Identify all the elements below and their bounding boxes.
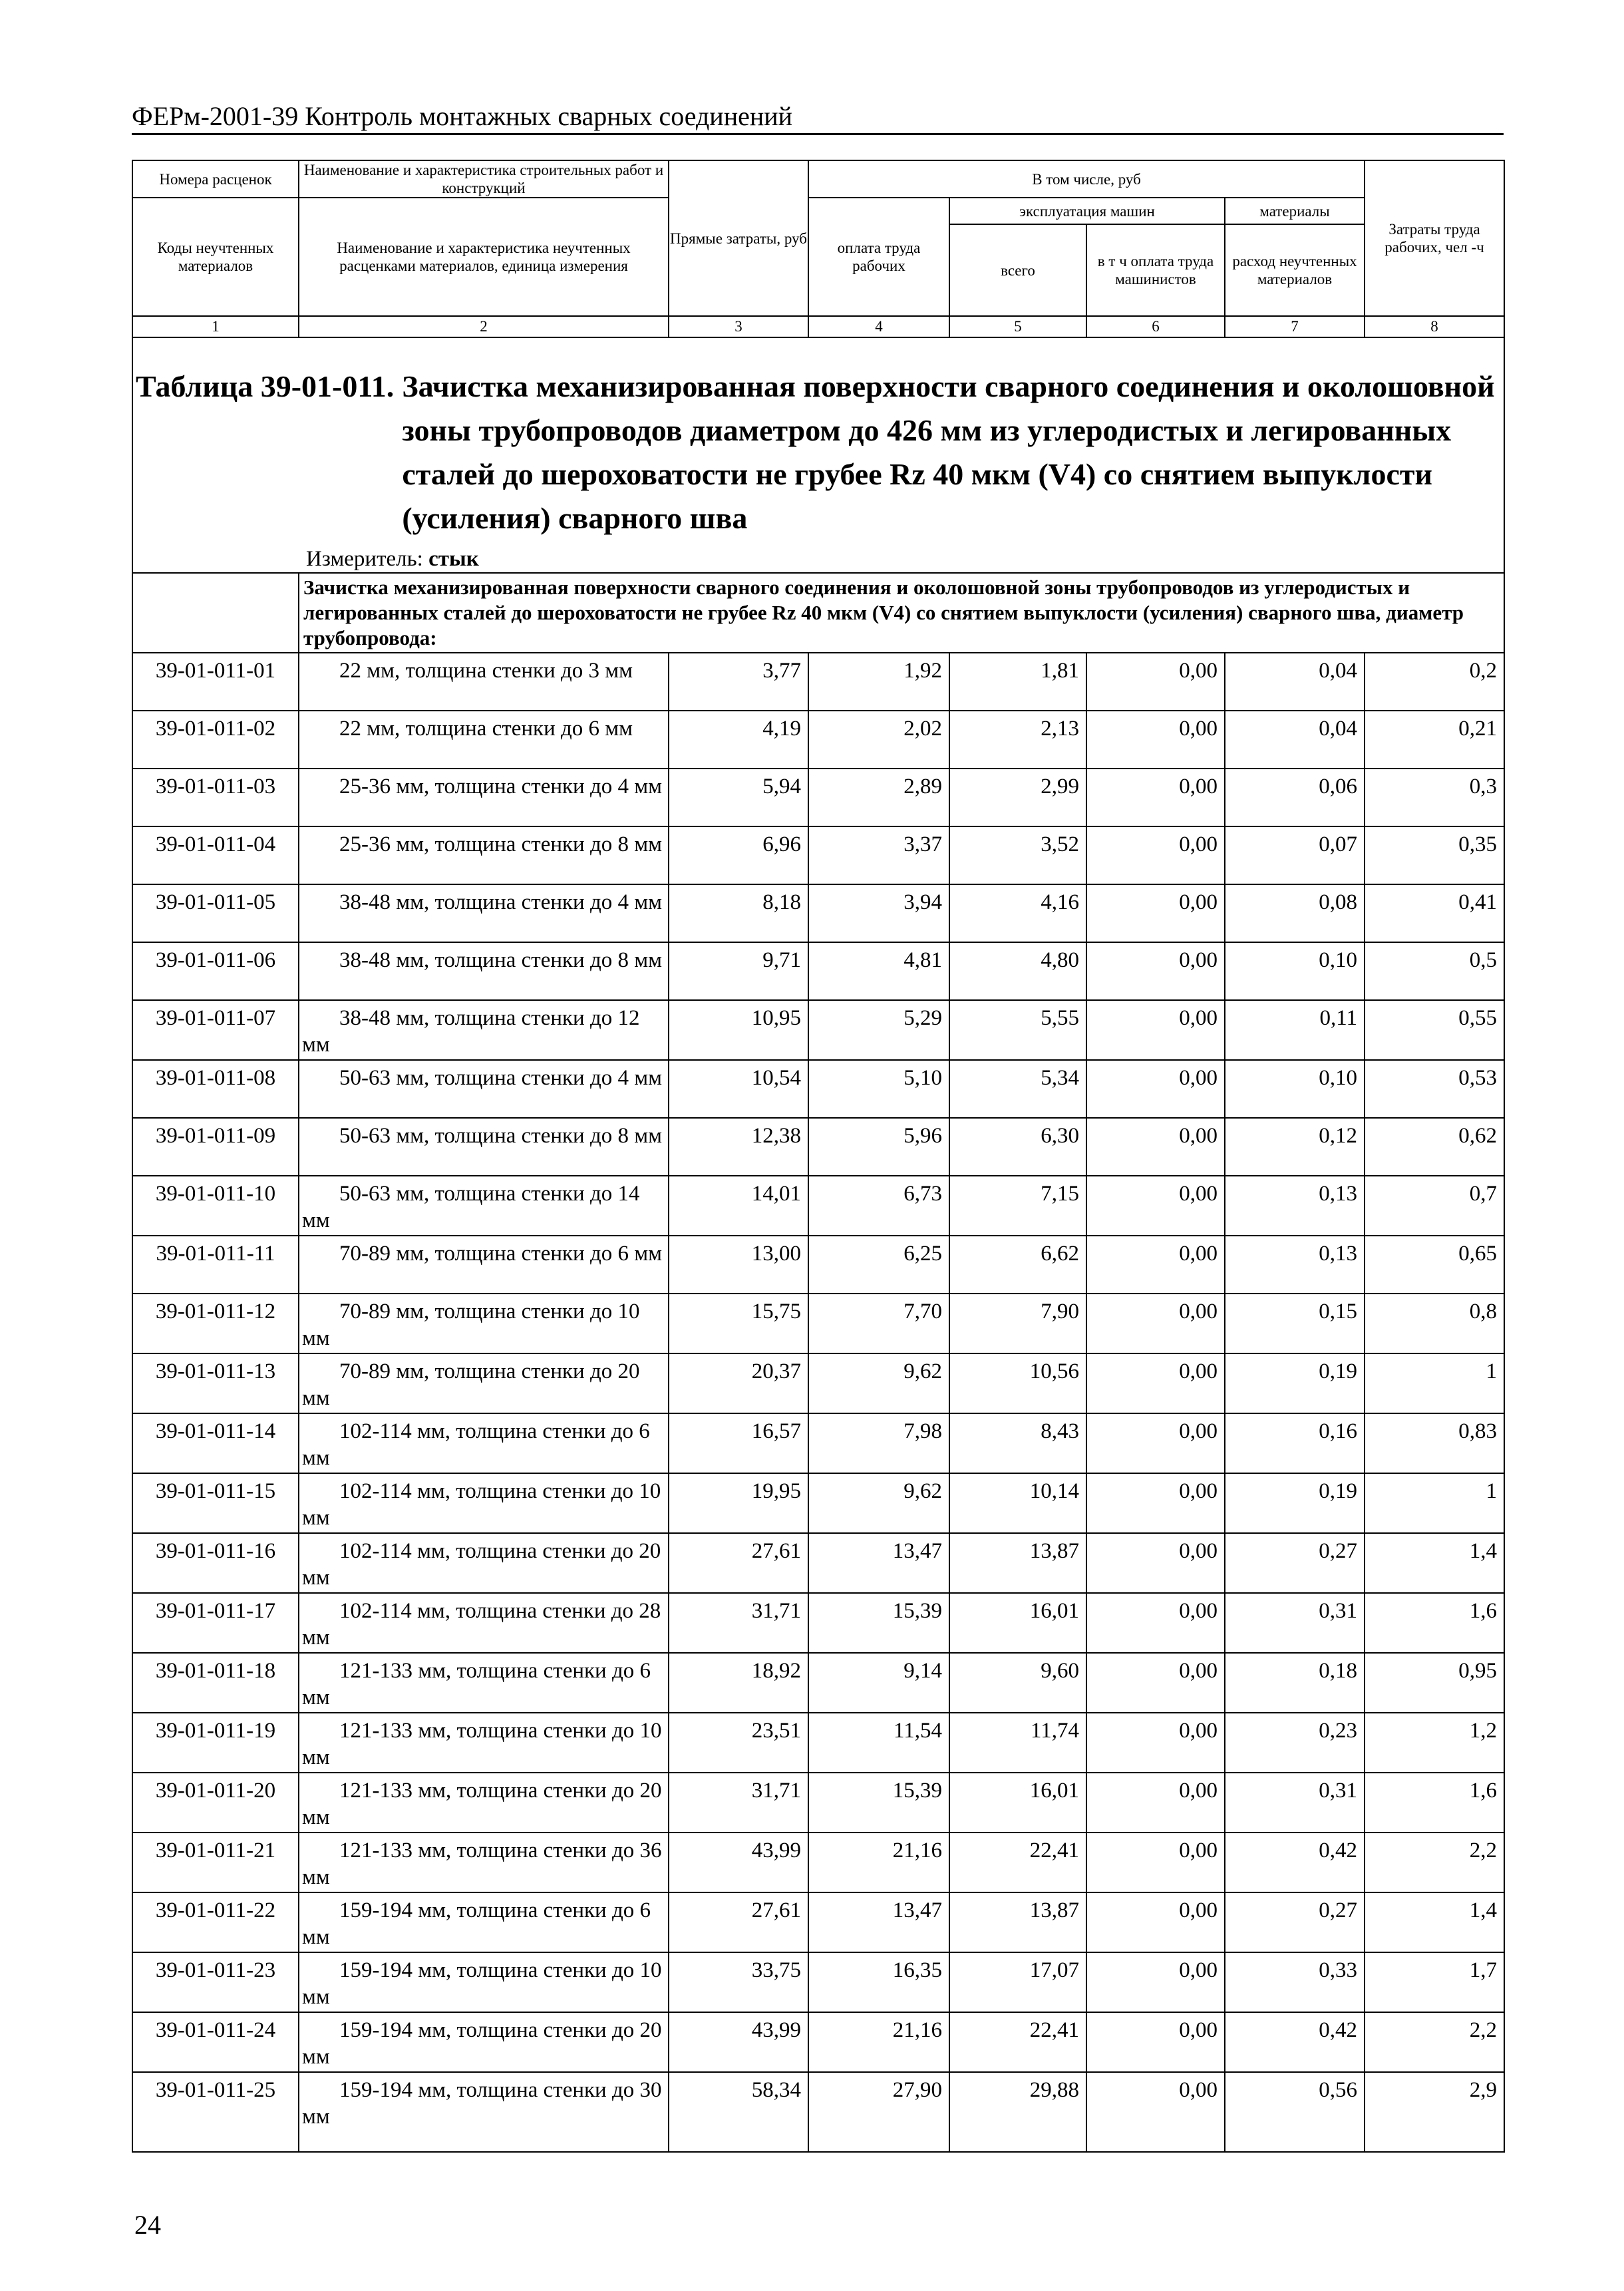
worker-pay: 16,35 <box>808 1952 949 2012</box>
labor-costs: 1,7 <box>1365 1952 1504 2012</box>
worker-pay: 3,94 <box>808 884 949 942</box>
table-row <box>132 1176 1504 1236</box>
worker-pay: 27,90 <box>808 2072 949 2152</box>
work-description <box>299 1833 669 1892</box>
work-description <box>299 1118 669 1176</box>
work-description <box>299 1353 669 1413</box>
labor-costs: 1 <box>1365 1353 1504 1413</box>
direct-costs: 19,95 <box>669 1473 808 1533</box>
work-description-text: 159-194 мм, толщина стенки до 20 мм <box>302 2018 662 2069</box>
column-number: 4 <box>808 316 949 337</box>
rate-code: 39-01-011-03 <box>132 769 299 826</box>
machines-total: 3,52 <box>949 826 1086 884</box>
machinist-pay: 0,00 <box>1086 1413 1225 1473</box>
labor-costs: 0,7 <box>1365 1176 1504 1236</box>
labor-costs: 1,4 <box>1365 1533 1504 1593</box>
labor-costs: 0,3 <box>1365 769 1504 826</box>
column-number: 5 <box>949 316 1086 337</box>
direct-costs: 58,34 <box>669 2072 808 2152</box>
worker-pay: 5,10 <box>808 1060 949 1118</box>
work-description <box>299 2072 669 2152</box>
worker-pay: 9,62 <box>808 1473 949 1533</box>
rate-code: 39-01-011-14 <box>132 1413 299 1473</box>
page-number: 24 <box>134 2210 161 2240</box>
machines-total: 9,60 <box>949 1653 1086 1713</box>
work-description-text: 121-133 мм, толщина стенки до 10 мм <box>302 1719 662 1769</box>
header-worker-pay: оплата труда рабочих <box>808 198 949 316</box>
machines-total: 10,14 <box>949 1473 1086 1533</box>
machines-total: 10,56 <box>949 1353 1086 1413</box>
work-description <box>299 2012 669 2072</box>
table-row <box>132 942 1504 1000</box>
header-machinist-pay: в т ч оплата труда машинистов <box>1086 224 1225 316</box>
machines-total: 2,13 <box>949 711 1086 769</box>
labor-costs: 0,95 <box>1365 1653 1504 1713</box>
machinist-pay: 0,00 <box>1086 2072 1225 2152</box>
machinist-pay: 0,00 <box>1086 826 1225 884</box>
machinist-pay: 0,00 <box>1086 1118 1225 1176</box>
running-title: ФЕРм-2001-39 Контроль монтажных сварных соединений <box>132 100 1504 135</box>
column-number: 1 <box>132 316 299 337</box>
direct-costs: 12,38 <box>669 1118 808 1176</box>
machinist-pay: 0,00 <box>1086 1653 1225 1713</box>
table-row <box>132 1294 1504 1353</box>
table-row <box>132 826 1504 884</box>
labor-costs: 1,6 <box>1365 1773 1504 1833</box>
work-description <box>299 1773 669 1833</box>
work-description-text: 25-36 мм, толщина стенки до 4 мм <box>339 775 663 798</box>
rate-code: 39-01-011-18 <box>132 1653 299 1713</box>
labor-costs: 0,5 <box>1365 942 1504 1000</box>
labor-costs: 0,8 <box>1365 1294 1504 1353</box>
rate-code: 39-01-011-16 <box>132 1533 299 1593</box>
rate-code: 39-01-011-24 <box>132 2012 299 2072</box>
table-title: Зачистка механизированная поверхности сварного соединения и околошовной зоны трубопроводов диаметром до 426 мм из углеродистых и легированных сталей до шероховатости не грубее Rz 40 мкм (V4) со снятием выпуклости (усиления) сварного шва <box>402 369 1495 535</box>
table-row <box>132 1118 1504 1176</box>
direct-costs: 10,54 <box>669 1060 808 1118</box>
machinist-pay: 0,00 <box>1086 942 1225 1000</box>
worker-pay: 21,16 <box>808 1833 949 1892</box>
worker-pay: 5,29 <box>808 1000 949 1060</box>
rate-code: 39-01-011-17 <box>132 1593 299 1653</box>
rate-code: 39-01-011-13 <box>132 1353 299 1413</box>
rate-code: 39-01-011-23 <box>132 1952 299 2012</box>
worker-pay: 7,98 <box>808 1413 949 1473</box>
machinist-pay: 0,00 <box>1086 1060 1225 1118</box>
column-number: 2 <box>299 316 669 337</box>
table-row <box>132 1236 1504 1294</box>
work-description <box>299 884 669 942</box>
direct-costs: 43,99 <box>669 1833 808 1892</box>
material-consumption: 0,19 <box>1225 1473 1365 1533</box>
work-description-text: 121-133 мм, толщина стенки до 6 мм <box>302 1659 651 1709</box>
machinist-pay: 0,00 <box>1086 1353 1225 1413</box>
labor-costs: 1 <box>1365 1473 1504 1533</box>
work-description <box>299 1892 669 1952</box>
work-description-text: 22 мм, толщина стенки до 6 мм <box>339 717 633 741</box>
machinist-pay: 0,00 <box>1086 1593 1225 1653</box>
table-row <box>132 1713 1504 1773</box>
worker-pay: 13,47 <box>808 1533 949 1593</box>
header-materials: материалы <box>1225 198 1365 224</box>
labor-costs: 0,41 <box>1365 884 1504 942</box>
work-description <box>299 1176 669 1236</box>
rate-code: 39-01-011-08 <box>132 1060 299 1118</box>
machines-total: 16,01 <box>949 1773 1086 1833</box>
rate-code: 39-01-011-12 <box>132 1294 299 1353</box>
rate-code: 39-01-011-04 <box>132 826 299 884</box>
work-description-text: 102-114 мм, толщина стенки до 20 мм <box>302 1539 661 1590</box>
material-consumption: 0,27 <box>1225 1892 1365 1952</box>
labor-costs: 2,9 <box>1365 2072 1504 2152</box>
work-description <box>299 1653 669 1713</box>
machinist-pay: 0,00 <box>1086 1000 1225 1060</box>
work-description <box>299 1713 669 1773</box>
machinist-pay: 0,00 <box>1086 1176 1225 1236</box>
table-row <box>132 1353 1504 1413</box>
work-description-text: 50-63 мм, толщина стенки до 8 мм <box>339 1124 663 1148</box>
table-caption <box>133 338 1504 540</box>
machinist-pay: 0,00 <box>1086 769 1225 826</box>
machines-total: 13,87 <box>949 1892 1086 1952</box>
work-description-text: 70-89 мм, толщина стенки до 6 мм <box>339 1242 663 1266</box>
table-title-row <box>132 337 1504 573</box>
work-description-text: 38-48 мм, толщина стенки до 12 мм <box>302 1006 640 1057</box>
work-description <box>299 1294 669 1353</box>
machinist-pay: 0,00 <box>1086 884 1225 942</box>
worker-pay: 9,62 <box>808 1353 949 1413</box>
work-description-text: 159-194 мм, толщина стенки до 30 мм <box>302 2078 662 2129</box>
work-description <box>299 653 669 711</box>
material-consumption: 0,18 <box>1225 1653 1365 1713</box>
rate-code: 39-01-011-09 <box>132 1118 299 1176</box>
machinist-pay: 0,00 <box>1086 1952 1225 2012</box>
worker-pay: 9,14 <box>808 1653 949 1713</box>
rate-code: 39-01-011-10 <box>132 1176 299 1236</box>
work-description-text: 159-194 мм, толщина стенки до 6 мм <box>302 1898 651 1949</box>
work-description-text: 159-194 мм, толщина стенки до 10 мм <box>302 1958 662 2009</box>
labor-costs: 1,6 <box>1365 1593 1504 1653</box>
material-consumption: 0,23 <box>1225 1713 1365 1773</box>
work-description-text: 102-114 мм, толщина стенки до 10 мм <box>302 1479 661 1530</box>
table-row <box>132 1833 1504 1892</box>
rate-code: 39-01-011-20 <box>132 1773 299 1833</box>
machinist-pay: 0,00 <box>1086 1533 1225 1593</box>
material-consumption: 0,15 <box>1225 1294 1365 1353</box>
machinist-pay: 0,00 <box>1086 1236 1225 1294</box>
direct-costs: 43,99 <box>669 2012 808 2072</box>
machinist-pay: 0,00 <box>1086 1833 1225 1892</box>
worker-pay: 7,70 <box>808 1294 949 1353</box>
material-consumption: 0,08 <box>1225 884 1365 942</box>
machinist-pay: 0,00 <box>1086 711 1225 769</box>
rate-code: 39-01-011-15 <box>132 1473 299 1533</box>
work-description <box>299 826 669 884</box>
work-description <box>299 1000 669 1060</box>
header-including: В том числе, руб <box>808 160 1365 198</box>
material-consumption: 0,12 <box>1225 1118 1365 1176</box>
worker-pay: 5,96 <box>808 1118 949 1176</box>
work-description <box>299 711 669 769</box>
material-consumption: 0,06 <box>1225 769 1365 826</box>
direct-costs: 5,94 <box>669 769 808 826</box>
work-description <box>299 1533 669 1593</box>
direct-costs: 13,00 <box>669 1236 808 1294</box>
machines-total: 22,41 <box>949 1833 1086 1892</box>
work-description-text: 70-89 мм, толщина стенки до 10 мм <box>302 1300 640 1350</box>
direct-costs: 31,71 <box>669 1593 808 1653</box>
work-description-text: 121-133 мм, толщина стенки до 20 мм <box>302 1779 662 1829</box>
material-consumption: 0,04 <box>1225 653 1365 711</box>
worker-pay: 2,89 <box>808 769 949 826</box>
material-consumption: 0,42 <box>1225 2012 1365 2072</box>
table-row <box>132 1413 1504 1473</box>
labor-costs: 2,2 <box>1365 2012 1504 2072</box>
direct-costs: 10,95 <box>669 1000 808 1060</box>
machinist-pay: 0,00 <box>1086 653 1225 711</box>
meter-value: стык <box>428 547 479 571</box>
work-description-text: 50-63 мм, толщина стенки до 14 мм <box>302 1182 640 1232</box>
rate-code: 39-01-011-06 <box>132 942 299 1000</box>
machines-total: 7,90 <box>949 1294 1086 1353</box>
table-row <box>132 1593 1504 1653</box>
work-description-text: 38-48 мм, толщина стенки до 4 мм <box>339 890 663 914</box>
table-row <box>132 2012 1504 2072</box>
table-row <box>132 769 1504 826</box>
labor-costs: 0,21 <box>1365 711 1504 769</box>
rate-code: 39-01-011-22 <box>132 1892 299 1952</box>
header-machine-operation: эксплуатация машин <box>949 198 1225 224</box>
material-consumption: 0,27 <box>1225 1533 1365 1593</box>
header-labor-costs: Затраты труда рабочих, чел -ч <box>1365 160 1504 316</box>
labor-costs: 1,4 <box>1365 1892 1504 1952</box>
column-number: 3 <box>669 316 808 337</box>
material-consumption: 0,13 <box>1225 1176 1365 1236</box>
table-row <box>132 2072 1504 2152</box>
table-row <box>132 653 1504 711</box>
rate-code: 39-01-011-01 <box>132 653 299 711</box>
work-description <box>299 769 669 826</box>
material-consumption: 0,16 <box>1225 1413 1365 1473</box>
rate-code: 39-01-011-05 <box>132 884 299 942</box>
labor-costs: 2,2 <box>1365 1833 1504 1892</box>
machines-total: 7,15 <box>949 1176 1086 1236</box>
material-consumption: 0,10 <box>1225 1060 1365 1118</box>
machines-total: 5,34 <box>949 1060 1086 1118</box>
table-row <box>132 1892 1504 1952</box>
rate-code: 39-01-011-21 <box>132 1833 299 1892</box>
labor-costs: 0,65 <box>1365 1236 1504 1294</box>
labor-costs: 1,2 <box>1365 1713 1504 1773</box>
worker-pay: 13,47 <box>808 1892 949 1952</box>
labor-costs: 0,53 <box>1365 1060 1504 1118</box>
header-material-codes: Коды неучтенных материалов <box>132 198 299 316</box>
work-description-text: 102-114 мм, толщина стенки до 6 мм <box>302 1419 650 1470</box>
header-material-name: Наименование и характеристика неучтенных расценками материалов, единица измерения <box>299 198 669 316</box>
material-consumption: 0,42 <box>1225 1833 1365 1892</box>
machines-total: 17,07 <box>949 1952 1086 2012</box>
table-row <box>132 1000 1504 1060</box>
work-description <box>299 942 669 1000</box>
table-row <box>132 1060 1504 1118</box>
material-consumption: 0,07 <box>1225 826 1365 884</box>
direct-costs: 23,51 <box>669 1713 808 1773</box>
meter <box>133 540 1504 572</box>
work-description <box>299 1473 669 1533</box>
work-description-text: 70-89 мм, толщина стенки до 20 мм <box>302 1359 640 1410</box>
table-row <box>132 1773 1504 1833</box>
direct-costs: 9,71 <box>669 942 808 1000</box>
direct-costs: 18,92 <box>669 1653 808 1713</box>
direct-costs: 33,75 <box>669 1952 808 2012</box>
machines-total: 6,62 <box>949 1236 1086 1294</box>
material-consumption: 0,31 <box>1225 1593 1365 1653</box>
material-consumption: 0,33 <box>1225 1952 1365 2012</box>
material-consumption: 0,10 <box>1225 942 1365 1000</box>
work-description-text: 121-133 мм, толщина стенки до 36 мм <box>302 1839 662 1889</box>
labor-costs: 0,62 <box>1365 1118 1504 1176</box>
machines-total: 13,87 <box>949 1533 1086 1593</box>
labor-costs: 0,35 <box>1365 826 1504 884</box>
rate-code: 39-01-011-02 <box>132 711 299 769</box>
work-description <box>299 1593 669 1653</box>
direct-costs: 16,57 <box>669 1413 808 1473</box>
rate-code: 39-01-011-07 <box>132 1000 299 1060</box>
header-rate-numbers: Номера расценок <box>132 160 299 198</box>
work-description-text: 38-48 мм, толщина стенки до 8 мм <box>339 948 663 972</box>
worker-pay: 21,16 <box>808 2012 949 2072</box>
table-row <box>132 1653 1504 1713</box>
worker-pay: 1,92 <box>808 653 949 711</box>
column-numbers-row <box>132 316 1504 337</box>
direct-costs: 8,18 <box>669 884 808 942</box>
machinist-pay: 0,00 <box>1086 1473 1225 1533</box>
worker-pay: 6,73 <box>808 1176 949 1236</box>
machinist-pay: 0,00 <box>1086 1713 1225 1773</box>
table-number: Таблица 39-01-011. <box>136 369 395 403</box>
work-description <box>299 1060 669 1118</box>
header-direct-costs: Прямые затраты, руб <box>669 160 808 316</box>
worker-pay: 4,81 <box>808 942 949 1000</box>
meter-label: Измеритель: <box>306 547 423 571</box>
labor-costs: 0,55 <box>1365 1000 1504 1060</box>
direct-costs: 3,77 <box>669 653 808 711</box>
direct-costs: 6,96 <box>669 826 808 884</box>
rate-code: 39-01-011-25 <box>132 2072 299 2152</box>
rate-code: 39-01-011-19 <box>132 1713 299 1773</box>
worker-pay: 15,39 <box>808 1773 949 1833</box>
machines-total: 4,80 <box>949 942 1086 1000</box>
work-description-text: 50-63 мм, толщина стенки до 4 мм <box>339 1066 663 1090</box>
column-number: 7 <box>1225 316 1365 337</box>
worker-pay: 15,39 <box>808 1593 949 1653</box>
header-machines-total: всего <box>949 224 1086 316</box>
labor-costs: 0,2 <box>1365 653 1504 711</box>
material-consumption: 0,19 <box>1225 1353 1365 1413</box>
table-row <box>132 1473 1504 1533</box>
material-consumption: 0,11 <box>1225 1000 1365 1060</box>
machines-total: 16,01 <box>949 1593 1086 1653</box>
direct-costs: 14,01 <box>669 1176 808 1236</box>
group-row <box>132 573 1504 653</box>
machinist-pay: 0,00 <box>1086 2012 1225 2072</box>
machines-total: 5,55 <box>949 1000 1086 1060</box>
machines-total: 8,43 <box>949 1413 1086 1473</box>
labor-costs: 0,83 <box>1365 1413 1504 1473</box>
direct-costs: 15,75 <box>669 1294 808 1353</box>
work-description-text: 102-114 мм, толщина стенки до 28 мм <box>302 1599 661 1650</box>
worker-pay: 6,25 <box>808 1236 949 1294</box>
column-number: 6 <box>1086 316 1225 337</box>
work-description <box>299 1236 669 1294</box>
machinist-pay: 0,00 <box>1086 1773 1225 1833</box>
direct-costs: 31,71 <box>669 1773 808 1833</box>
material-consumption: 0,04 <box>1225 711 1365 769</box>
machines-total: 1,81 <box>949 653 1086 711</box>
machines-total: 6,30 <box>949 1118 1086 1176</box>
header-material-consumption: расход неучтенных материалов <box>1225 224 1365 316</box>
direct-costs: 27,61 <box>669 1533 808 1593</box>
material-consumption: 0,31 <box>1225 1773 1365 1833</box>
material-consumption: 0,56 <box>1225 2072 1365 2152</box>
work-description-text: 25-36 мм, толщина стенки до 8 мм <box>339 832 663 856</box>
work-description <box>299 1952 669 2012</box>
machines-total: 11,74 <box>949 1713 1086 1773</box>
machinist-pay: 0,00 <box>1086 1294 1225 1353</box>
table-row <box>132 1952 1504 2012</box>
rate-code: 39-01-011-11 <box>132 1236 299 1294</box>
table-row <box>132 884 1504 942</box>
work-description <box>299 1413 669 1473</box>
group-description: Зачистка механизированная поверхности сварного соединения и околошовной зоны трубопроводов из углеродистых и легированных сталей до шероховатости не грубее Rz 40 мкм (V4) со снятием выпуклости (усиления) сварного шва, диаметр трубопровода: <box>299 573 1504 653</box>
direct-costs: 27,61 <box>669 1892 808 1952</box>
direct-costs: 20,37 <box>669 1353 808 1413</box>
material-consumption: 0,13 <box>1225 1236 1365 1294</box>
table-row <box>132 711 1504 769</box>
worker-pay: 3,37 <box>808 826 949 884</box>
machines-total: 29,88 <box>949 2072 1086 2152</box>
work-description-text: 22 мм, толщина стенки до 3 мм <box>339 659 633 683</box>
machines-total: 2,99 <box>949 769 1086 826</box>
column-number: 8 <box>1365 316 1504 337</box>
machinist-pay: 0,00 <box>1086 1892 1225 1952</box>
machines-total: 4,16 <box>949 884 1086 942</box>
worker-pay: 2,02 <box>808 711 949 769</box>
worker-pay: 11,54 <box>808 1713 949 1773</box>
table-row <box>132 1533 1504 1593</box>
header-work-name: Наименование и характеристика строительных работ и конструкций <box>299 160 669 198</box>
machines-total: 22,41 <box>949 2012 1086 2072</box>
rates-table <box>132 160 1505 2153</box>
direct-costs: 4,19 <box>669 711 808 769</box>
